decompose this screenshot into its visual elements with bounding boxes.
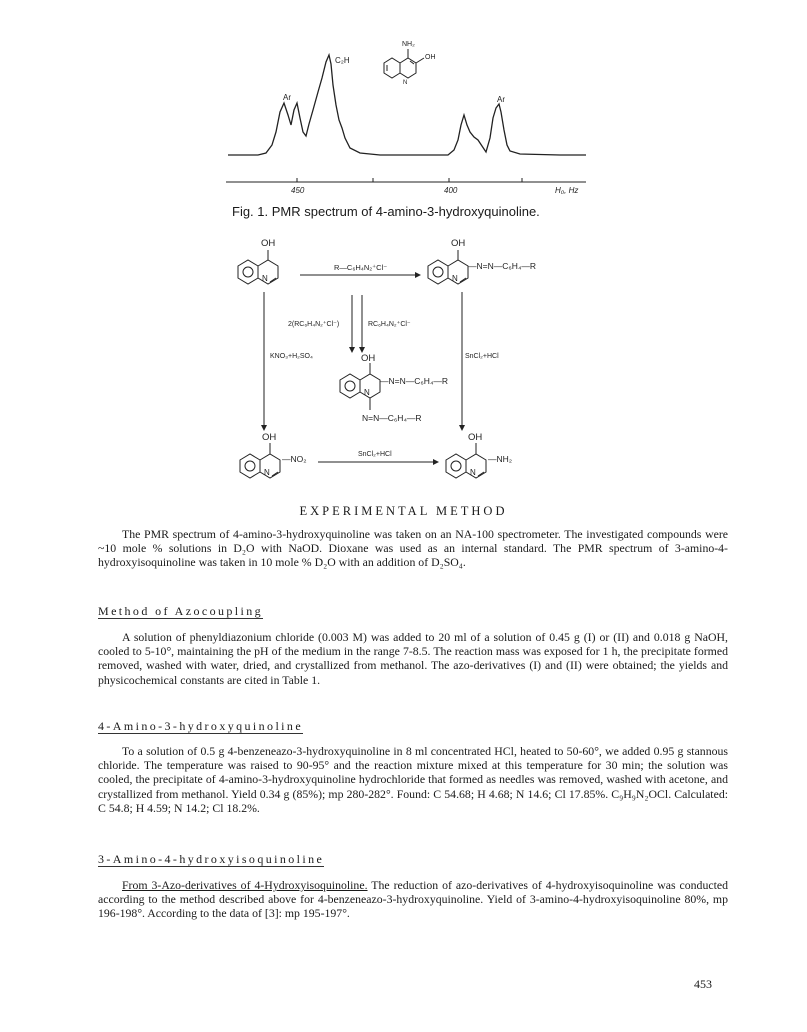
paragraph-amino-quinoline-text: To a solution of 0.5 g 4-benzeneazo-3-hydroxyquinoline in 8 ml concentrated HCl, heated to 50-60°, we added 0.95 g stannous chloride. The temperature was raised to 90-95° and the reaction mixture mixed at this temperature for 30 min; the solution was cooled, the precipitate of 4-amino-3-hydroxyquinoline hydrochloride that formed as needles was removed, washed with acetone, and crystallized from methanol. Yield 0.34 g (85%); mp 280-282°. Found: C 54.68; H 4.68; N 14.6; Cl 17.85%. C₉H₉N₂OCl. Calculated: C 54.8; H 4.59; N 14.2; Cl 18.2%. [98, 744, 728, 815]
section-heading-isoquinoline: 3-Amino-4-hydroxyisoquinoline [98, 852, 325, 866]
azo-top-right: —N=N—C₆H₄—R [468, 261, 537, 271]
n-top-right: N [452, 274, 458, 283]
azo-middle-bottom: N=N—C₆H₄—R [362, 413, 422, 423]
oh-bottom-right: OH [468, 432, 483, 443]
section-heading-amino-quinoline: 4-Amino-3-hydroxyquinoline [98, 719, 304, 733]
spectrum-trace [228, 55, 586, 155]
n-top-left: N [262, 274, 268, 283]
pmr-spectrum-figure [0, 0, 807, 200]
paragraph-amino-quinoline [98, 744, 728, 815]
peak-label-c2h: C₂H [335, 56, 350, 65]
reagent-1x: RC₆H₄N₂⁺Cl⁻ [368, 321, 411, 328]
paragraph-azocoupling [98, 630, 728, 687]
axis-ticks [297, 178, 522, 182]
oh-bottom-left: OH [262, 432, 277, 443]
paragraph-isoquinoline [98, 878, 728, 921]
paragraph-pmr [98, 527, 728, 570]
n-bottom-left: N [264, 468, 270, 477]
axis-tick-400: 400 [444, 186, 458, 195]
paragraph-azocoupling-text: A solution of phenyldiazonium chloride (0.003 M) was added to 20 ml of a solution of 0.45 g (I) or (II) and 0.018 g NaOH, cooled to 5-10°, maintaining the pH of the medium in the range 7-8.5. The reaction mass was exposed for 1 h, the precipitate formed removed, washed with water, dried, and crystallized from methanol. The azo-derivatives (I) and (II) were obtained; the yields and physicochemical constants are cited in Table 1. [98, 630, 728, 687]
azo-middle-top: —N=N—C₆H₄—R [380, 376, 449, 386]
peak-label-ar-left: Ar [283, 93, 291, 102]
structure-top-left [238, 250, 278, 284]
n-bottom-right: N [470, 468, 476, 477]
inset-quinoline-structure [384, 49, 424, 78]
structure-middle [340, 363, 380, 410]
structure-top-right [428, 250, 468, 284]
peak-label-ar-right: Ar [497, 95, 505, 104]
reaction-scheme [0, 228, 807, 490]
oh-top-left: OH [261, 238, 276, 249]
paragraph-pmr-text: The PMR spectrum of 4-amino-3-hydroxyquinoline was taken on an NA-100 spectrometer. The investigated compounds were ~10 mole % solutions in D₂O with NaOD. Dioxane was used as an internal standard. The PMR spectrum of 3-amino-4-hydroxyisoquinoline was taken in 10 mole % D₂O with an addition of D₂SO₄. [98, 527, 728, 570]
figure-caption [232, 204, 540, 220]
nh2-label: —NH₂ [488, 454, 513, 464]
section-heading-azocoupling: Method of Azocoupling [98, 604, 264, 618]
figure-caption-text: Fig. 1. PMR spectrum of 4-amino-3-hydroxyquinoline. [232, 204, 540, 219]
experimental-heading: EXPERIMENTAL METHOD [299, 504, 508, 518]
inset-n-label: N [403, 80, 408, 86]
page-number: 453 [694, 977, 712, 991]
inset-nh2-label: NH₂ [402, 41, 415, 48]
oh-top-right: OH [451, 238, 466, 249]
oh-middle: OH [361, 353, 376, 364]
inset-oh-label: OH [425, 54, 436, 61]
reagent-sncl2-bottom: SnCl₂+HCl [358, 451, 392, 458]
n-middle: N [364, 388, 370, 397]
axis-tick-450: 450 [291, 186, 305, 195]
no2-label: —NO₂ [282, 454, 307, 464]
reagent-sncl2-right: SnCl₂+HCl [465, 353, 499, 360]
paragraph-isoquinoline-lead: From 3-Azo-derivatives of 4-Hydroxyisoquinoline. [122, 878, 368, 892]
reagent-top: R—C₆H₄N₂⁺Cl⁻ [334, 263, 388, 272]
reagent-kno3: KNO₃+H₂SO₄ [270, 353, 313, 360]
structure-bottom-right [446, 443, 486, 478]
paragraph-isoquinoline-text: The reduction of azo-derivatives of 4-hydroxyisoquinoline was conducted according to the method described above for 4-benzeneazo-3-hydroxyquinoline. Yield of 3-amino-4-hydroxyisoquinoline 80%, mp 196-198°. According to the data of [3]: mp 195-197°. [98, 878, 729, 921]
structure-bottom-left [240, 443, 280, 478]
axis-unit: H₀, Hz [555, 186, 579, 195]
reagent-2x: 2(RC₆H₄N₂⁺Cl⁻) [288, 321, 340, 328]
